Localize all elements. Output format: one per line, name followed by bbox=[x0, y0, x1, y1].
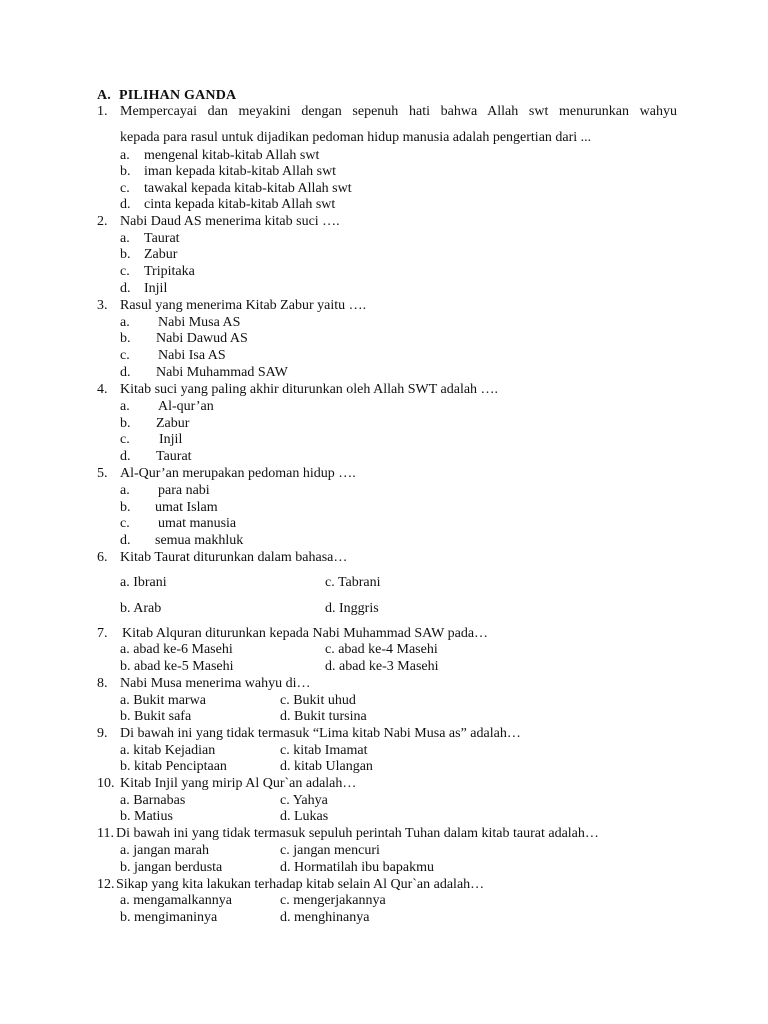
question-stem: Kitab Injil yang mirip Al Qur`an adalah… bbox=[120, 776, 357, 791]
question-number: 9. bbox=[97, 726, 108, 741]
option-11a: a. jangan marah bbox=[120, 843, 210, 858]
question-number: 3. bbox=[97, 298, 108, 313]
option-10b: b. Matius bbox=[120, 809, 173, 824]
question-stem: Sikap yang kita lakukan terhadap kitab selain Al Qur`an adalah… bbox=[116, 877, 485, 892]
question-number: 4. bbox=[97, 382, 108, 397]
option-6d: d. Inggris bbox=[325, 601, 379, 616]
question-1-stem-continued: kepada para rasul untuk dijadikan pedoman hidup manusia adalah pengertian dari ... bbox=[120, 130, 592, 145]
option-10c: c. Yahya bbox=[280, 793, 328, 808]
option-7c: c. abad ke-4 Masehi bbox=[325, 642, 438, 657]
question-stem: Al-Qur’an merupakan pedoman hidup …. bbox=[120, 466, 356, 481]
question-number: 6. bbox=[97, 550, 108, 565]
option-6a: a. Ibrani bbox=[120, 575, 167, 590]
question-stem: Rasul yang menerima Kitab Zabur yaitu …. bbox=[120, 298, 367, 313]
exam-page: A. PILIHAN GANDA 1. Mempercayai dan meyakini dengan sepenuh hati bahwa Allah swt menurunkan wahyu kepada para rasul untuk dijadikan pedoman hidup manusia adalah pengertian dari ... a. mengenal kitab-kitab Allah swt b. iman kepada kitab-kitab Allah swt c. tawakal kepada kitab-kitab Allah swt d. cinta kepada kitab-kitab Allah swt 2. Nabi Daud AS menerima kitab suci …. a. Taurat b. Zabur c. Tripitaka d. Injil 3. Rasul yang menerima Kitab Zabur yaitu …. a. Nabi Musa AS b. Nabi Dawud AS c. Nabi Isa AS d. Nabi Muhammad SAW 4. Kitab suci yang paling akhir diturunkan oleh Allah SWT adalah …. a. Al-qur’an b. Zabur c. Injil d. Taurat 5. Al-Qur’an merupakan pedoman hidup …. a. para nabi b. umat Islam c. umat manusia d. semua makhluk 6. Kitab Taurat diturunkan dalam bahasa… a. Ibrani c. Tabrani b. Arab d. Inggris 7. Kitab Alquran diturunkan kepada Nabi Muhammad SAW pada… a. abad ke-6 Masehi c. abad ke-4 Masehi b. abad ke-5 Masehi d. abad ke-3 Masehi 8. Nabi Musa menerima wahyu di… a. Bukit marwa c. Bukit uhud b. Bukit safa d. Bukit tursina 9. Di bawah ini yang tidak termasuk “Lima kitab Nabi Musa as” adalah… a. kitab Kejadian c. kitab Imamat b. kitab Penciptaan d. kitab Ulangan 10. Kitab Injil yang mirip Al Qur`an adalah… a. Barnabas c. Yahya b. Matius d. Lukas 11. Di bawah ini yang tidak termasuk sepuluh perintah Tuhan dalam kitab taurat adalah… a. jangan marah c. jangan mencuri b. jangan berdusta d. Hormatilah ibu bapakmu 12. Sikap yang kita lakukan terhadap kitab selain Al Qur`an adalah… a. mengamalkannya c. mengerjakannya b. mengimaninya d. menghinanya bbox=[97, 88, 677, 925]
option-11b: b. jangan berdusta bbox=[120, 860, 223, 875]
question-number: 8. bbox=[97, 676, 108, 691]
question-number: 10. bbox=[97, 776, 115, 791]
option-12d: d. menghinanya bbox=[280, 910, 370, 925]
option-6c: c. Tabrani bbox=[325, 575, 381, 590]
option-7d: d. abad ke-3 Masehi bbox=[325, 659, 439, 674]
question-number: 2. bbox=[97, 214, 108, 229]
option-11c: c. jangan mencuri bbox=[280, 843, 380, 858]
section-letter: A. bbox=[97, 88, 112, 103]
question-number: 11. bbox=[97, 826, 114, 841]
option-9d: d. kitab Ulangan bbox=[280, 759, 373, 774]
question-number: 12. bbox=[97, 877, 115, 892]
option-6b: b. Arab bbox=[120, 601, 162, 616]
question-stem: Kitab Taurat diturunkan dalam bahasa… bbox=[120, 550, 348, 565]
option-8a: a. Bukit marwa bbox=[120, 693, 206, 708]
question-stem: Nabi Daud AS menerima kitab suci …. bbox=[120, 214, 340, 229]
option-9c: c. kitab Imamat bbox=[280, 743, 368, 758]
question-number: 7. bbox=[97, 626, 108, 641]
question-stem: Mempercayai dan meyakini dengan sepenuh hati bahwa Allah swt menurunkan wahyu bbox=[120, 104, 677, 119]
question-number: 1. bbox=[97, 104, 108, 119]
option-9a: a. kitab Kejadian bbox=[120, 743, 216, 758]
option-8b: b. Bukit safa bbox=[120, 709, 192, 724]
option-12c: c. mengerjakannya bbox=[280, 893, 386, 908]
option-7b: b. abad ke-5 Masehi bbox=[120, 659, 234, 674]
option-9b: b. kitab Penciptaan bbox=[120, 759, 227, 774]
section-title: PILIHAN GANDA bbox=[119, 88, 237, 103]
option-7a: a. abad ke-6 Masehi bbox=[120, 642, 233, 657]
option-10d: d. Lukas bbox=[280, 809, 329, 824]
option-8c: c. Bukit uhud bbox=[280, 693, 356, 708]
question-stem: Di bawah ini yang tidak termasuk “Lima kitab Nabi Musa as” adalah… bbox=[120, 726, 521, 741]
question-stem: Kitab Alquran diturunkan kepada Nabi Muhammad SAW pada… bbox=[122, 626, 489, 641]
option-10a: a. Barnabas bbox=[120, 793, 186, 808]
question-stem: Di bawah ini yang tidak termasuk sepuluh perintah Tuhan dalam kitab taurat adalah… bbox=[116, 826, 599, 841]
question-stem: Nabi Musa menerima wahyu di… bbox=[120, 676, 311, 691]
question-stem: Kitab suci yang paling akhir diturunkan oleh Allah SWT adalah …. bbox=[120, 382, 499, 397]
option-11d: d. Hormatilah ibu bapakmu bbox=[280, 860, 434, 875]
option-12a: a. mengamalkannya bbox=[120, 893, 232, 908]
question-number: 5. bbox=[97, 466, 108, 481]
option-12b: b. mengimaninya bbox=[120, 910, 218, 925]
option-8d: d. Bukit tursina bbox=[280, 709, 367, 724]
